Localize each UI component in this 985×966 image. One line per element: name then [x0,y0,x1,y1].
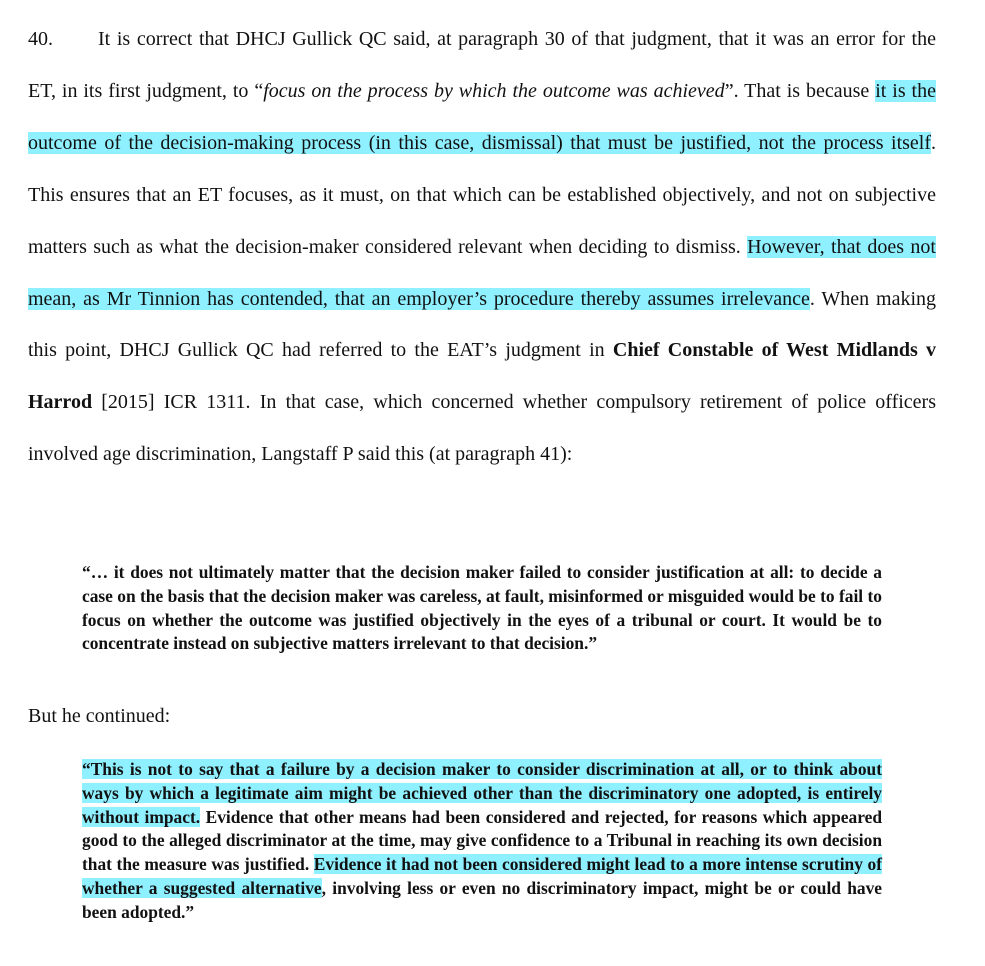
highlight-quote-2-a: “This is not to say that a failure by a decision maker to consider discrimination at all, or to think about ways by which a legitimate aim might be achieved other than the discriminatory one adopted, is entirely without impact. [82,759,882,827]
quote-2-text-a: Evidence that other means had been considered and rejected, for reasons which appeared good to the alleged discriminator at the time, may give confidence to a Tribunal in reaching its own decision that the measure was justified. [82,806,882,875]
paragraph-text-3: . This ensures that an ET focuses, as it must, on that which can be established objectively, and not on subjective matters such as what the decision-maker considered relevant when deciding to dismiss. [28,131,936,258]
paragraph-text-1-end: ”. That is because [724,79,876,102]
paragraph-text-6: [2015] ICR 1311. In that case, which concerned whether compulsory retirement of police officers involved age discrimination, Langstaff P said this (at paragraph 41): [28,391,936,466]
paragraph-number: 40. [28,28,53,50]
paragraph-text-5: . When making this point, DHCJ Gullick QC had referred to the EAT’s judgment in [28,287,937,362]
quote-langstaff [82,561,882,656]
paragraph-40 [28,14,936,481]
case-name: Chief Constable of West Midlands v Harrod [28,339,936,414]
quote-2-text-b: , involving less or even no discriminatory impact, might be or could have been adopted.” [82,877,882,922]
highlight-outcome-justified: it is the outcome of the decision-making process (in this case, dismissal) that must be justified, not the process itself [28,79,936,154]
paragraph-text-1: It is correct that DHCJ Gullick QC said, at paragraph 30 of that judgment, that it was an error for the ET, in its first judgment, to “ [28,28,936,102]
quote-continued [82,758,882,925]
quoted-phrase: focus on the process by which the outcome was achieved [263,79,725,102]
highlight-procedure-irrelevance: However, that does not mean, as Mr Tinnion has contended, that an employer’s procedure thereby assumes irrelevance [28,235,936,310]
highlight-quote-2-b: Evidence it had not been considered might lead to a more intense scrutiny of whether a suggested alternative [82,854,882,898]
quote-1-text: “… it does not ultimately matter that the decision maker failed to consider justification at all: to decide a case on the basis that the decision maker was careless, at fault, misinformed or misguided would be to fail to focus on whether the outcome was justified objectively in the eyes of a tribunal or court. It would be to concentrate instead on subjective matters irrelevant to that decision.” [82,562,882,654]
continued-text: But he continued: [28,705,171,727]
continued-line [28,704,170,728]
